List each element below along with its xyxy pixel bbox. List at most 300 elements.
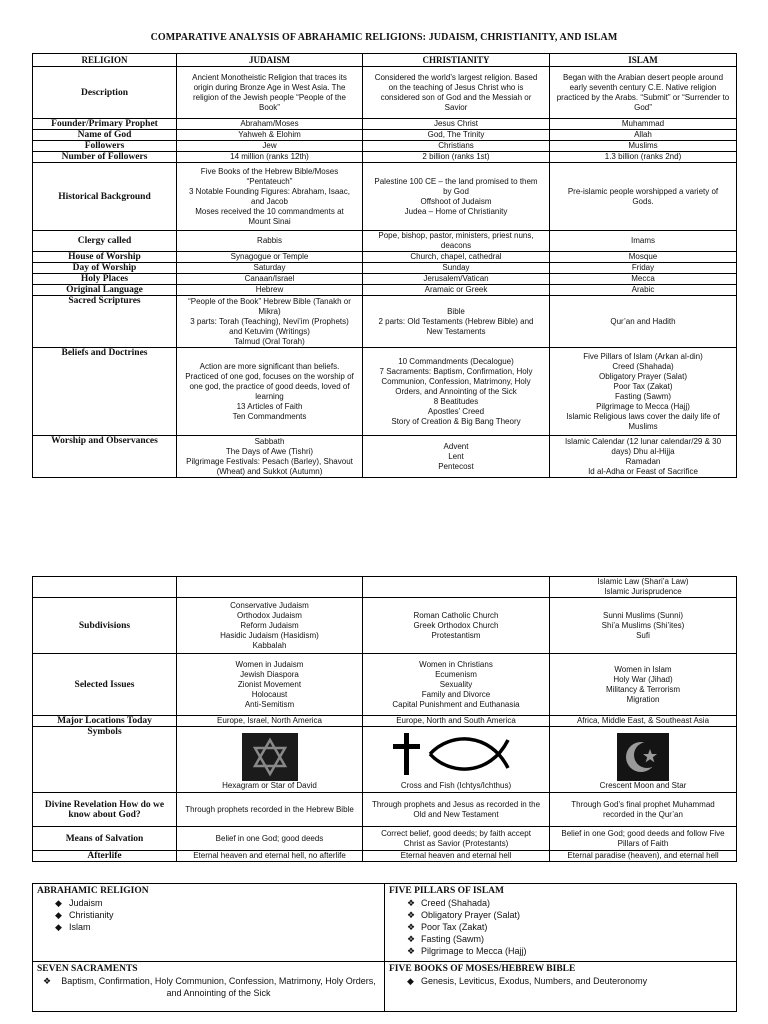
cell-line: God, The Trinity: [427, 130, 485, 139]
cell-followers-islam: [550, 141, 737, 152]
star-of-david-icon: [242, 733, 298, 781]
cell-line: Practiced of one god, focuses on the worship of: [185, 371, 354, 381]
table-row: [33, 827, 737, 851]
cell-historical-background-christianity: [363, 163, 550, 231]
cell-selected-issues-islam: [550, 654, 737, 716]
cell-line: Imams: [631, 236, 655, 245]
cell-followers-judaism: [177, 141, 363, 152]
cell-line: and Jacob: [251, 196, 288, 206]
row-label-historical-background: Historical Background: [33, 163, 177, 231]
cell-line: Yahweh & Elohim: [238, 130, 301, 139]
row-label-blank: [33, 577, 177, 598]
cell-line: Muslims: [628, 141, 658, 150]
cell-major-locations-today-islam: [550, 716, 737, 727]
cell-line: Through prophets recorded in the Hebrew Bible: [185, 804, 354, 814]
table-row: [33, 577, 737, 598]
cell-line: Holocaust: [251, 689, 288, 699]
table-row: [33, 163, 737, 231]
row-label-holy-places: Holy Places: [33, 274, 177, 285]
cell-line: Belief in one God; good deeds: [215, 833, 324, 843]
row-label-original-language: Original Language: [33, 285, 177, 296]
cell-beliefs-and-doctrines-christianity: [363, 348, 550, 436]
cell-historical-background-islam: [550, 163, 737, 231]
cell-line: God”: [634, 102, 652, 112]
row-label-followers: Followers: [33, 141, 177, 152]
cell-line: Capital Punishment and Euthanasia: [392, 699, 520, 709]
cell-line: “Pentateuch”: [246, 176, 293, 186]
cell-line: Judea – Home of Christianity: [404, 206, 508, 216]
cell-line: and Ketuvim (Writings): [229, 326, 310, 336]
cell-line: Africa, Middle East, & Southeast Asia: [576, 716, 710, 725]
cell-description-christianity: [363, 67, 550, 119]
cell-line: Christ as Savior (Protestants): [403, 838, 509, 848]
five-books-box: [385, 962, 737, 1012]
cell-followers-christianity: [363, 141, 550, 152]
list-item-text: Obligatory Prayer (Salat): [421, 910, 521, 920]
list-item-text: Creed (Shahada): [421, 898, 491, 908]
cell-line: Saturday: [253, 263, 286, 272]
row-label-founder-primary-prophet: Founder/Primary Prophet: [33, 119, 177, 130]
cell-afterlife-christianity: [363, 851, 550, 862]
cell-line: Migration: [626, 694, 660, 704]
cell-means-of-salvation-christianity: [363, 827, 550, 851]
cell-line: Friday: [631, 263, 655, 272]
table-row: [33, 436, 737, 478]
cell-blank-christianity: [363, 577, 550, 598]
cell-line: Belief in one God; good deeds and follow Five: [561, 828, 725, 838]
table-row: [33, 67, 737, 119]
cell-line: days) Dhu al-Hijja: [611, 446, 675, 456]
cell-line: “People of the Book” Hebrew Bible (Tanakh or: [188, 296, 351, 306]
cell-divine-revelation-how-do-we-know-about-god-judaism: [177, 793, 363, 827]
symbol-caption: Hexagram or Star of David: [222, 780, 317, 790]
row-label-house-of-worship: House of Worship: [33, 252, 177, 263]
cell-line: Pentecost: [438, 461, 474, 471]
cell-line: Moses received the 10 commandments at: [195, 206, 344, 216]
header-religion: RELIGION: [33, 54, 177, 67]
cell-line: Synagogue or Temple: [230, 252, 309, 261]
cell-line: Eternal heaven and eternal hell, no afterlife: [193, 851, 346, 860]
cell-line: Sexuality: [439, 679, 473, 689]
cell-means-of-salvation-islam: [550, 827, 737, 851]
bullet-icon: ◆: [55, 910, 62, 920]
cell-line: Story of Creation & Big Bang Theory: [391, 416, 521, 426]
cell-line: early seventh century C.E. Native religion: [569, 82, 717, 92]
cell-line: Aramaic or Greek: [424, 285, 488, 294]
cell-major-locations-today-christianity: [363, 716, 550, 727]
list-item-text: Pilgrimage to Mecca (Hajj): [421, 946, 527, 956]
cell-symbols-christianity: [363, 727, 550, 793]
row-label-major-locations-today: Major Locations Today: [33, 716, 177, 727]
cell-line: 1.3 billion (ranks 2nd): [604, 152, 682, 161]
cell-worship-and-observances-islam: [550, 436, 737, 478]
cell-original-language-christianity: [363, 285, 550, 296]
row-label-description: Description: [33, 67, 177, 119]
cell-line: on the teaching of Jesus Christ who is: [388, 82, 524, 92]
cell-line: Orders, and Annointing of the Sick: [395, 386, 517, 396]
row-label-day-of-worship: Day of Worship: [33, 263, 177, 274]
crescent-moon-and-star-icon: [617, 733, 669, 781]
cell-line: Five Books of the Hebrew Bible/Moses: [200, 166, 339, 176]
cell-name-of-god-judaism: [177, 130, 363, 141]
bullet-icon: ◆: [55, 922, 62, 932]
cell-line: Europe, North and South America: [396, 716, 516, 725]
five-pillars-heading: FIVE PILLARS OF ISLAM: [389, 886, 504, 896]
table-row: [33, 252, 737, 263]
cell-line: Sunni Muslims (Sunni): [602, 610, 684, 620]
list-item-text: Judaism: [69, 898, 103, 908]
bullet-icon: ❖: [407, 898, 416, 908]
cell-line: Talmud (Oral Torah): [234, 336, 305, 346]
cell-sacred-scriptures-christianity: [363, 296, 550, 348]
cell-line: Ecumenism: [435, 669, 477, 679]
cell-historical-background-judaism: [177, 163, 363, 231]
cell-line: Eternal paradise (heaven), and eternal hell: [567, 851, 719, 860]
row-label-means-of-salvation: Means of Salvation: [33, 827, 177, 851]
cell-line: Hasidic Judaism (Hasidism): [220, 630, 319, 640]
cell-clergy-called-judaism: [177, 231, 363, 252]
cell-line: Women in Christians: [419, 659, 493, 669]
cell-line: Holy War (Jihad): [613, 674, 673, 684]
cell-line: Communion, Confession, Matrimony, Holy: [381, 376, 531, 386]
list-item: [407, 945, 732, 957]
cell-line: Pilgrimage to Mecca (Hajj): [596, 401, 690, 411]
cell-line: by God: [443, 186, 469, 196]
cell-line: Through God’s final prophet Muhammad: [571, 799, 715, 809]
cell-line: one god, the practice of good deeds, loved of: [189, 381, 350, 391]
cell-symbols-islam: [550, 727, 737, 793]
cell-line: considered son of God and the Messiah or: [380, 92, 532, 102]
bullet-icon: ❖: [407, 910, 416, 920]
cell-line: Islamic Jurisprudence: [604, 587, 682, 596]
cell-line: Christians: [438, 141, 474, 150]
bullet-icon: ❖: [407, 934, 416, 944]
cell-worship-and-observances-judaism: [177, 436, 363, 478]
cell-line: Pre-islamic people worshipped a variety of: [567, 186, 719, 196]
cell-line: Jerusalem/Vatican: [423, 274, 489, 283]
cell-line: Pope, bishop, pastor, ministers, priest nuns,: [378, 231, 534, 240]
table-row: [33, 598, 737, 654]
cell-line: 13 Articles of Faith: [236, 401, 303, 411]
cell-line: Considered the world’s largest religion. Based: [374, 72, 538, 82]
cell-line: 3 parts: Torah (Teaching), Nevi’im (Prophets): [190, 316, 349, 326]
cell-house-of-worship-christianity: [363, 252, 550, 263]
cell-line: Book”: [259, 102, 280, 112]
list-item-text: Baptism, Confirmation, Holy Communion, Confession, Matrimony, Holy Orders, and Annointing of the Sick: [61, 976, 376, 998]
cell-holy-places-judaism: [177, 274, 363, 285]
table-row: [33, 348, 737, 436]
cell-description-judaism: [177, 67, 363, 119]
cell-line: Church, chapel, cathedral: [410, 252, 502, 261]
cell-line: Muslims: [628, 421, 658, 431]
abrahamic-religion-box: [33, 884, 385, 962]
list-item: [55, 921, 380, 933]
cell-line: Gods.: [632, 196, 654, 206]
seven-sacraments-heading: SEVEN SACRAMENTS: [37, 964, 138, 974]
cell-line: Advent: [443, 441, 469, 451]
list-item: [407, 897, 732, 909]
table-row: [33, 654, 737, 716]
cell-line: Anti-Semitism: [244, 699, 295, 709]
cell-line: Began with the Arabian desert people around: [562, 72, 724, 82]
cell-founder-primary-prophet-islam: [550, 119, 737, 130]
cell-line: (Wheat) and Sukkot (Autumn): [216, 466, 323, 476]
cell-line: Europe, Israel, North America: [217, 716, 322, 725]
cell-line: Pillars of Faith: [617, 838, 669, 848]
cell-line: Women in Islam: [614, 664, 672, 674]
cell-line: deacons: [440, 241, 472, 250]
cell-holy-places-islam: [550, 274, 737, 285]
list-item-text: Christianity: [69, 910, 114, 920]
row-label-beliefs-and-doctrines: Beliefs and Doctrines: [33, 348, 177, 436]
table-row: [33, 296, 737, 348]
table-row: [33, 716, 737, 727]
cell-line: Apostles’ Creed: [427, 406, 485, 416]
cell-line: Militancy & Terrorism: [605, 684, 681, 694]
row-label-worship-and-observances: Worship and Observances: [33, 436, 177, 478]
cell-line: Canaan/Israel: [244, 274, 295, 283]
table-row: [33, 130, 737, 141]
table-header-row: [33, 54, 737, 67]
cell-line: Conservative Judaism: [230, 600, 309, 610]
cell-sacred-scriptures-islam: [550, 296, 737, 348]
table-row: [33, 141, 737, 152]
bullet-icon: ❖: [407, 922, 416, 932]
cell-line: Correct belief, good deeds; by faith accept: [381, 828, 531, 838]
cell-line: Zionist Movement: [237, 679, 302, 689]
cell-line: Savior: [444, 102, 468, 112]
cell-line: Poor Tax (Zakat): [613, 381, 673, 391]
cell-line: Jesus Christ: [433, 119, 478, 128]
row-label-clergy-called: Clergy called: [33, 231, 177, 252]
table-row: [33, 727, 737, 793]
cell-line: Hebrew: [255, 285, 284, 294]
cell-line: religion of the Jewish people “People of the: [193, 92, 346, 102]
cell-number-of-followers-islam: [550, 152, 737, 163]
cell-line: New Testaments: [426, 326, 486, 336]
row-label-sacred-scriptures: Sacred Scriptures: [33, 296, 177, 348]
cell-subdivisions-judaism: [177, 598, 363, 654]
cell-original-language-islam: [550, 285, 737, 296]
list-item-text: Fasting (Sawm): [421, 934, 485, 944]
five-pillars-box: [385, 884, 737, 962]
row-label-selected-issues: Selected Issues: [33, 654, 177, 716]
cell-line: Lent: [448, 451, 464, 461]
cell-afterlife-islam: [550, 851, 737, 862]
cell-major-locations-today-judaism: [177, 716, 363, 727]
cell-line: Action are more significant than beliefs.: [199, 361, 340, 371]
cell-beliefs-and-doctrines-islam: [550, 348, 737, 436]
cell-line: Islamic Calendar (12 lunar calendar/29 & 30: [564, 436, 722, 446]
cell-line: Mount Sinai: [248, 216, 291, 226]
abrahamic-religion-heading: ABRAHAMIC RELIGION: [37, 886, 149, 896]
cell-symbols-judaism: [177, 727, 363, 793]
five-books-heading: FIVE BOOKS OF MOSES/HEBREW BIBLE: [389, 964, 576, 974]
bullet-icon: ❖: [43, 976, 52, 986]
cell-name-of-god-islam: [550, 130, 737, 141]
table-row: [33, 152, 737, 163]
five-books-list: [389, 975, 732, 987]
cell-line: Through prophets and Jesus as recorded in the: [371, 799, 541, 809]
cell-line: Obligatory Prayer (Salat): [598, 371, 688, 381]
cell-line: Shi’a Muslims (Shi’ites): [601, 620, 685, 630]
cell-line: The Days of Awe (Tishri): [225, 446, 314, 456]
cell-house-of-worship-judaism: [177, 252, 363, 263]
cell-day-of-worship-islam: [550, 263, 737, 274]
cell-line: Old and New Testament: [413, 809, 499, 819]
abrahamic-religion-list: [37, 897, 380, 933]
cell-worship-and-observances-christianity: [363, 436, 550, 478]
cell-divine-revelation-how-do-we-know-about-god-islam: [550, 793, 737, 827]
cell-line: Eternal heaven and eternal hell: [400, 851, 512, 860]
table-row: [33, 793, 737, 827]
cell-line: Ten Commandments: [232, 411, 307, 421]
cell-line: Ancient Monotheistic Religion that traces its: [192, 72, 347, 82]
cell-line: Five Pillars of Islam (Arkan al-din): [583, 351, 703, 361]
row-label-divine-revelation-how-do-we-know-about-god: Divine Revelation How do we know about God?: [33, 793, 177, 827]
five-pillars-list: [389, 897, 732, 957]
cell-line: Family and Divorce: [421, 689, 491, 699]
list-item: [55, 909, 380, 921]
cell-line: Allah: [634, 130, 652, 139]
cell-line: Islamic Religious laws cover the daily life of: [566, 411, 720, 421]
table-row: [33, 274, 737, 285]
cell-line: Rabbis: [257, 236, 282, 245]
cell-line: Roman Catholic Church: [413, 610, 499, 620]
table-row: [33, 119, 737, 130]
cell-line: Mecca: [631, 274, 655, 283]
cell-line: Id al-Adha or Feast of Sacrifice: [588, 466, 698, 476]
bullet-icon: ❖: [407, 946, 416, 956]
list-item-text: Islam: [69, 922, 91, 932]
cell-line: Palestine 100 CE – the land promised to them: [374, 176, 538, 186]
cell-line: 3 Notable Founding Figures: Abraham, Isaac,: [189, 186, 350, 196]
comparison-table-main: [32, 53, 737, 478]
cell-selected-issues-christianity: [363, 654, 550, 716]
cell-number-of-followers-christianity: [363, 152, 550, 163]
cell-line: Abraham/Moses: [240, 119, 299, 128]
cell-line: learning: [255, 391, 284, 401]
cell-day-of-worship-christianity: [363, 263, 550, 274]
symbol-caption: Crescent Moon and Star: [599, 780, 687, 790]
table-row: [33, 285, 737, 296]
list-item: [407, 933, 732, 945]
cell-line: Jewish Diaspora: [240, 669, 299, 679]
cell-line: Creed (Shahada): [612, 361, 674, 371]
cell-line: Ramadan: [625, 456, 661, 466]
cell-line: Bible: [447, 306, 465, 316]
cell-clergy-called-islam: [550, 231, 737, 252]
cell-line: 2 billion (ranks 1st): [422, 152, 490, 161]
cell-house-of-worship-islam: [550, 252, 737, 263]
cell-line: Mosque: [628, 252, 658, 261]
document-title: COMPARATIVE ANALYSIS OF ABRAHAMIC RELIGIONS: JUDAISM, CHRISTIANITY, AND ISLAM: [150, 32, 618, 43]
cell-blank-islam: [550, 577, 737, 598]
cell-founder-primary-prophet-christianity: [363, 119, 550, 130]
list-item-text: Poor Tax (Zakat): [421, 922, 488, 932]
cell-line: practiced by the Arabs. “Submit” or “Surrender to: [556, 92, 730, 102]
cell-original-language-judaism: [177, 285, 363, 296]
list-item: [407, 909, 732, 921]
cell-name-of-god-christianity: [363, 130, 550, 141]
cell-line: recorded in the Qur’an: [603, 809, 683, 819]
cell-line: Islamic Law (Shari’a Law): [597, 577, 689, 586]
cell-line: Kabbalah: [252, 640, 287, 650]
cell-line: 14 million (ranks 12th): [230, 152, 309, 161]
cell-line: Qur’an and Hadith: [610, 316, 676, 326]
cell-line: Arabic: [631, 285, 655, 294]
cell-line: 7 Sacraments: Baptism, Confirmation, Holy: [379, 366, 533, 376]
cell-line: Protestantism: [431, 630, 481, 640]
cell-line: Pilgrimage Festivals: Pesach (Barley), Shavout: [186, 456, 353, 466]
list-item: [55, 897, 380, 909]
cell-afterlife-judaism: [177, 851, 363, 862]
cell-line: 10 Commandments (Decalogue): [398, 356, 514, 366]
table-row: [33, 851, 737, 862]
cell-divine-revelation-how-do-we-know-about-god-christianity: [363, 793, 550, 827]
header-islam: ISLAM: [550, 54, 737, 67]
table-row: [33, 263, 737, 274]
header-christianity: CHRISTIANITY: [363, 54, 550, 67]
row-label-name-of-god: Name of God: [33, 130, 177, 141]
row-label-symbols: Symbols: [33, 727, 177, 793]
cell-beliefs-and-doctrines-judaism: [177, 348, 363, 436]
cell-line: Sabbath: [254, 436, 285, 446]
cell-line: Muhammad: [621, 119, 665, 128]
seven-sacraments-box: [33, 962, 385, 1012]
list-item-text: Genesis, Leviticus, Exodus, Numbers, and Deuteronomy: [421, 976, 648, 986]
list-item: [43, 975, 380, 999]
comparison-table-continued: [32, 576, 737, 862]
cell-line: Reform Judaism: [240, 620, 299, 630]
cell-line: Mikra): [258, 306, 281, 316]
list-item: [407, 921, 732, 933]
cell-description-islam: [550, 67, 737, 119]
cell-line: Sunday: [442, 263, 470, 272]
cell-line: Fasting (Sawm): [614, 391, 671, 401]
cell-line: Women in Judaism: [235, 659, 304, 669]
header-judaism: JUDAISM: [177, 54, 363, 67]
cell-line: Jew: [262, 141, 277, 150]
cell-holy-places-christianity: [363, 274, 550, 285]
cell-clergy-called-christianity: [363, 231, 550, 252]
cell-line: 8 Beatitudes: [433, 396, 479, 406]
seven-sacraments-list: [37, 975, 380, 999]
table-row: [33, 231, 737, 252]
cell-number-of-followers-judaism: [177, 152, 363, 163]
list-item: [407, 975, 732, 987]
cell-founder-primary-prophet-judaism: [177, 119, 363, 130]
row-label-number-of-followers: Number of Followers: [33, 152, 177, 163]
cell-line: Offshoot of Judaism: [420, 196, 492, 206]
row-label-afterlife: Afterlife: [33, 851, 177, 862]
cell-line: Greek Orthodox Church: [413, 620, 499, 630]
symbol-caption: Cross and Fish (Ichtys/Ichthus): [400, 780, 512, 790]
cell-line: origin during Bronze Age in West Asia. The: [193, 82, 346, 92]
cell-sacred-scriptures-judaism: [177, 296, 363, 348]
cell-subdivisions-christianity: [363, 598, 550, 654]
cell-blank-judaism: [177, 577, 363, 598]
cell-line: Orthodox Judaism: [237, 610, 302, 620]
cell-selected-issues-judaism: [177, 654, 363, 716]
bullet-icon: ◆: [407, 976, 414, 986]
cell-means-of-salvation-judaism: [177, 827, 363, 851]
cell-line: Sufi: [636, 630, 650, 640]
cell-subdivisions-islam: [550, 598, 737, 654]
cell-line: 2 parts: Old Testaments (Hebrew Bible) and: [378, 316, 534, 326]
bullet-icon: ◆: [55, 898, 62, 908]
cross-and-fish-icon: [390, 730, 522, 781]
